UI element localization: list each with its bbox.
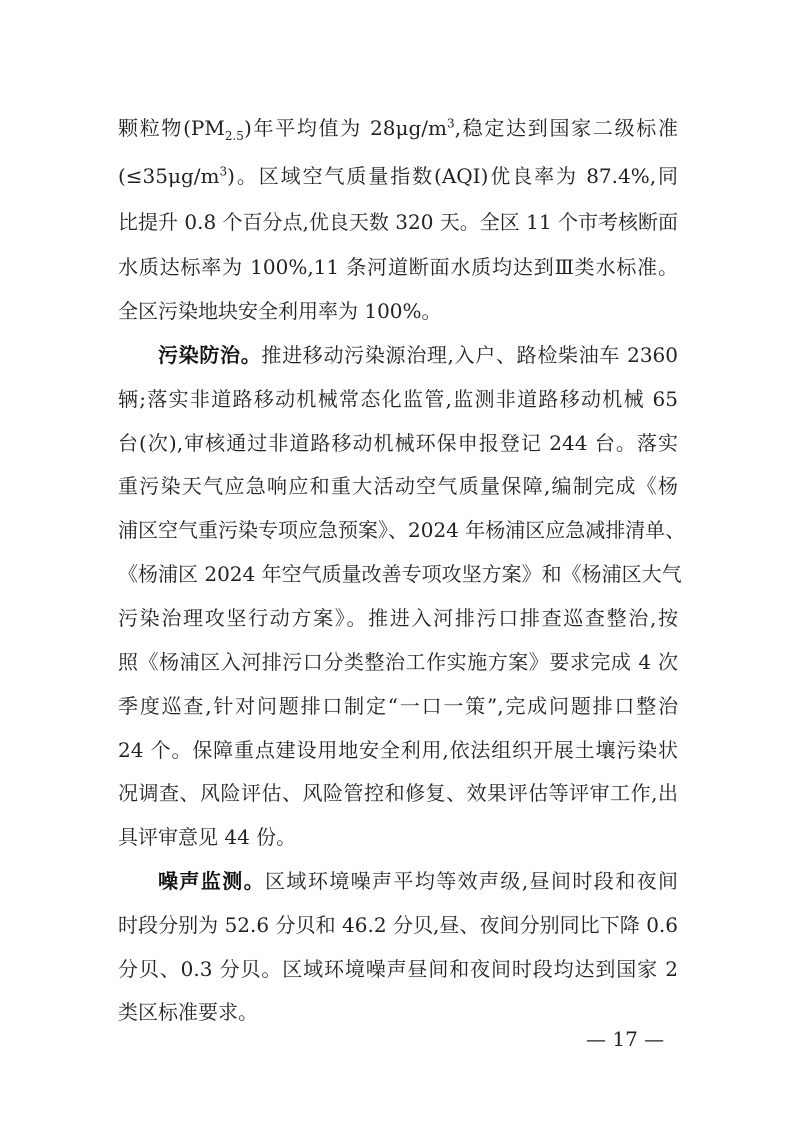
page-number: — 17 —: [586, 1027, 665, 1051]
para2-line3: 台(次),审核通过非道路移动机械环保申报登记 244 台。落实: [118, 431, 678, 455]
section-heading-pollution: 污染防治。: [158, 343, 262, 367]
para3-line4: 类区标准要求。: [118, 1000, 258, 1024]
section-heading-noise: 噪声监测。: [158, 869, 266, 893]
para3-line3: 分贝、0.3 分贝。区域环境噪声昼间和夜间时段均达到国家 2: [118, 957, 678, 981]
para2-line6: 《杨浦区 2024 年空气质量改善专项攻坚方案》和《杨浦区大气: [118, 562, 682, 586]
para2-line1: 污染防治。推进移动污染源治理,入户、路检柴油车 2360: [158, 343, 678, 367]
para2-line2: 辆;落实非道路移动机械常态化监管,监测非道路移动机械 65: [118, 387, 678, 411]
para1-line2: $(\le 35\mu g/m^3)$。区域空气质量指数(AQI)优良率为 87.4%,同: [118, 164, 678, 188]
para2-line5: 浦区空气重污染专项应急预案》、2024 年杨浦区应急减排清单、: [118, 518, 686, 542]
para1-line3: 比提升 0.8 个百分点,优良天数 320 天。全区 11 个市考核断面: [118, 210, 678, 234]
para2-line9: 季度巡查,针对问题排口制定“一口一策”,完成问题排口整治: [118, 694, 678, 718]
para2-line11: 况调查、风险评估、风险管控和修复、效果评估等评审工作,出: [118, 781, 678, 805]
para1-line4: 水质达标率为 100%,11 条河道断面水质均达到Ⅲ类水标准。: [118, 255, 678, 279]
para3-line2: 时段分别为 52.6 分贝和 46.2 分贝,昼、夜间分别同比下降 0.6: [118, 913, 678, 937]
para2-line4: 重污染天气应急响应和重大活动空气质量保障,编制完成《杨: [118, 474, 678, 498]
para2-line8: 照《杨浦区入河排污口分类整治工作实施方案》要求完成 4 次: [118, 650, 678, 674]
para2-line12: 具评审意见 44 份。: [118, 825, 297, 849]
para1-line5: 全区污染地块安全利用率为 100%。: [118, 299, 442, 323]
para3-line1: 噪声监测。区域环境噪声平均等效声级,昼间时段和夜间: [158, 869, 679, 893]
para2-line7: 污染治理攻坚行动方案》。推进入河排污口排查巡查整治,按: [118, 606, 678, 630]
para2-line10: 24 个。保障重点建设用地安全利用,依法组织开展土壤污染状: [118, 738, 678, 762]
para1-line1: 颗粒物$(PM_{2.5})$年平均值为 $28\mu g/m^3$,稳定达到国家二级标准: [118, 116, 678, 143]
